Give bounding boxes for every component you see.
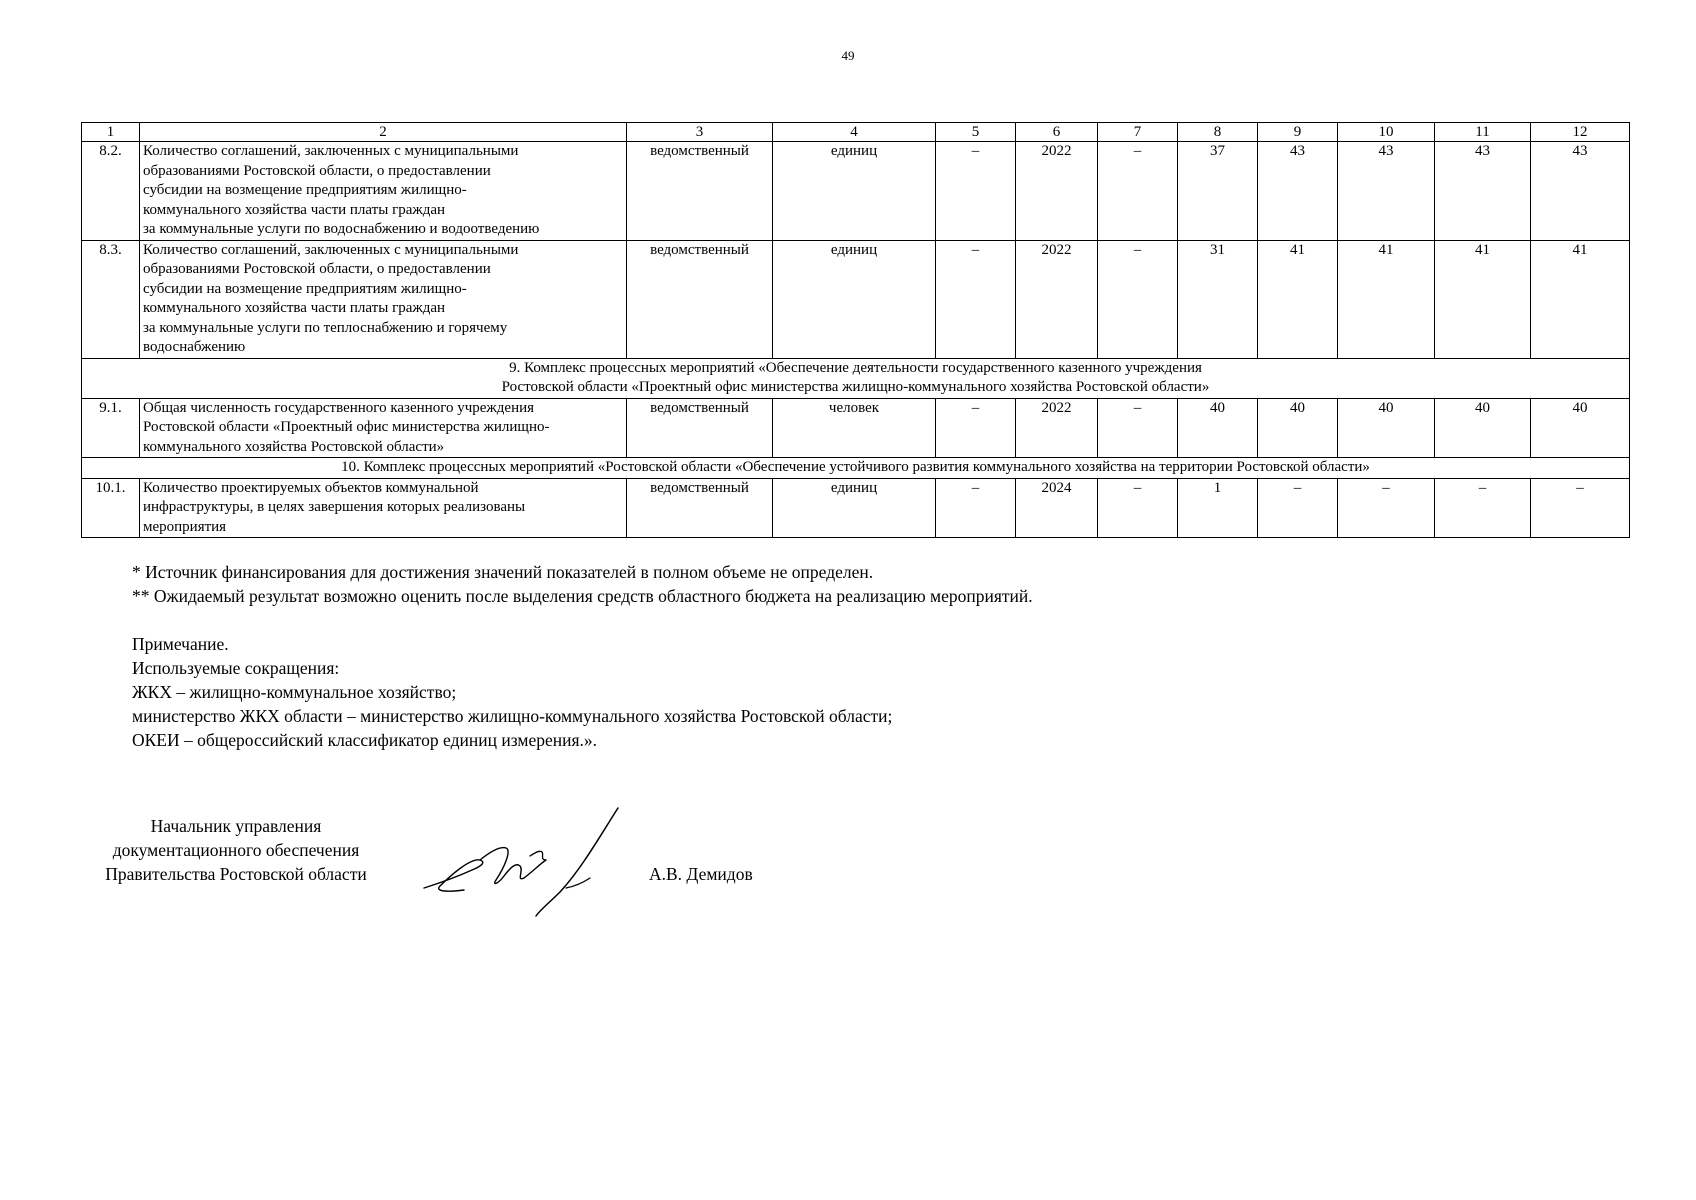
table-header-row xyxy=(82,123,1630,142)
cell-col10: – xyxy=(1338,478,1435,538)
header-cell: 1 xyxy=(82,123,140,142)
cell-col9: 41 xyxy=(1258,240,1338,358)
indicator-name-line: Общая численность государственного казенного учреждения xyxy=(143,399,535,416)
handwritten-signature xyxy=(420,806,630,918)
footnote-1: * Источник финансирования для достижения значений показателей в полном объеме не определен. xyxy=(132,562,874,582)
indicator-name-line: коммунального хозяйства Ростовской области» xyxy=(143,438,445,455)
indicator-name-line: коммунального хозяйства части платы граждан xyxy=(143,300,446,316)
cell-col5: – xyxy=(936,398,1016,458)
header-cell: 5 xyxy=(936,123,1016,142)
cell-col5: – xyxy=(936,240,1016,358)
indicator-name-line: Ростовской области «Проектный офис министерства жилищно- xyxy=(143,419,550,435)
page-number: 49 xyxy=(841,48,855,63)
indicator-name-line: за коммунальные услуги по водоснабжению и водоотведению xyxy=(143,221,540,237)
section-title-line: 9. Комплекс процессных мероприятий «Обеспечение деятельности государственного казенного учреждения xyxy=(509,359,1202,376)
indicator-name-line: за коммунальные услуги по теплоснабжению и горячему xyxy=(143,319,508,336)
cell-col9: – xyxy=(1258,478,1338,538)
indicator-type: ведомственный xyxy=(627,240,773,358)
cell-col12: – xyxy=(1531,478,1630,538)
section-title xyxy=(82,458,1630,479)
base-year: 2022 xyxy=(1016,398,1098,458)
table-row xyxy=(82,398,1630,458)
header-cell: 12 xyxy=(1531,123,1630,142)
cell-col11: 43 xyxy=(1435,142,1531,241)
indicators-table-wrap xyxy=(81,122,1629,538)
section-title xyxy=(82,358,1630,398)
indicator-name-line: образованиями Ростовской области, о предоставлении xyxy=(143,162,491,179)
cell-col10: 40 xyxy=(1338,398,1435,458)
cell-col9: 40 xyxy=(1258,398,1338,458)
footnote-2: ** Ожидаемый результат возможно оценить после выделения средств областного бюджета на реализацию мероприятий. xyxy=(132,586,1033,606)
cell-col7: – xyxy=(1098,478,1178,538)
base-year: 2022 xyxy=(1016,240,1098,358)
cell-col12: 41 xyxy=(1531,240,1630,358)
cell-col5: – xyxy=(936,142,1016,241)
cell-col10: 43 xyxy=(1338,142,1435,241)
signer-position-line: Правительства Ростовской области xyxy=(105,864,367,884)
indicator-type: ведомственный xyxy=(627,398,773,458)
abbreviation-item: министерство ЖКХ области – министерство жилищно-коммунального хозяйства Ростовской области; xyxy=(132,706,893,726)
unit: единиц xyxy=(773,240,936,358)
cell-col11: 41 xyxy=(1435,240,1531,358)
header-cell: 9 xyxy=(1258,123,1338,142)
cell-col7: – xyxy=(1098,398,1178,458)
indicator-type: ведомственный xyxy=(627,142,773,241)
section-title-line: 10. Комплекс процессных мероприятий «Ростовской области «Обеспечение устойчивого развития коммунального хозяйства на территории Ростовской области» xyxy=(341,459,1370,475)
section-row xyxy=(82,358,1630,398)
indicators-table xyxy=(81,122,1630,538)
row-number: 10.1. xyxy=(82,478,140,538)
cell-col12: 43 xyxy=(1531,142,1630,241)
row-number: 8.3. xyxy=(82,240,140,358)
cell-col10: 41 xyxy=(1338,240,1435,358)
unit: единиц xyxy=(773,478,936,538)
abbreviation-item: ЖКХ – жилищно-коммунальное хозяйство; xyxy=(132,682,457,702)
table-row xyxy=(82,478,1630,538)
header-cell: 11 xyxy=(1435,123,1531,142)
indicator-name-line: Количество проектируемых объектов коммунальной xyxy=(143,479,479,496)
indicator-name-line: субсидии на возмещение предприятиям жилищно- xyxy=(143,182,467,198)
indicator-name-line: водоснабжению xyxy=(143,339,246,355)
indicator-name-line: мероприятия xyxy=(143,518,227,535)
unit: единиц xyxy=(773,142,936,241)
cell-col8: 37 xyxy=(1178,142,1258,241)
cell-col8: 1 xyxy=(1178,478,1258,538)
indicator-name-line: образованиями Ростовской области, о предоставлении xyxy=(143,261,491,277)
indicator-name xyxy=(140,398,627,458)
base-year: 2022 xyxy=(1016,142,1098,241)
section-title-line: Ростовской области «Проектный офис министерства жилищно-коммунального хозяйства Ростовской области» xyxy=(501,379,1210,395)
header-cell: 4 xyxy=(773,123,936,142)
header-cell: 8 xyxy=(1178,123,1258,142)
cell-col7: – xyxy=(1098,240,1178,358)
row-number: 9.1. xyxy=(82,398,140,458)
indicator-name-line: инфраструктуры, в целях завершения которых реализованы xyxy=(143,499,526,515)
row-number: 8.2. xyxy=(82,142,140,241)
signer-position-line: документационного обеспечения xyxy=(112,840,360,860)
spacer xyxy=(132,608,1033,632)
signer-name: А.В. Демидов xyxy=(649,864,753,884)
notes-block xyxy=(132,560,1033,752)
cell-col8: 31 xyxy=(1178,240,1258,358)
indicator-name-line: субсидии на возмещение предприятиям жилищно- xyxy=(143,280,467,297)
indicator-name-line: Количество соглашений, заключенных с муниципальными xyxy=(143,241,519,258)
signer-position-line: Начальник управления xyxy=(150,816,322,836)
header-cell: 7 xyxy=(1098,123,1178,142)
indicator-name-line: Количество соглашений, заключенных с муниципальными xyxy=(143,143,519,159)
base-year: 2024 xyxy=(1016,478,1098,538)
table-row xyxy=(82,142,1630,241)
cell-col11: 40 xyxy=(1435,398,1531,458)
unit: человек xyxy=(773,398,936,458)
indicator-type: ведомственный xyxy=(627,478,773,538)
remark-title: Примечание. xyxy=(132,634,229,654)
signer-position xyxy=(81,814,391,886)
cell-col9: 43 xyxy=(1258,142,1338,241)
cell-col12: 40 xyxy=(1531,398,1630,458)
header-cell: 6 xyxy=(1016,123,1098,142)
header-cell: 2 xyxy=(140,123,627,142)
cell-col11: – xyxy=(1435,478,1531,538)
cell-col8: 40 xyxy=(1178,398,1258,458)
header-cell: 10 xyxy=(1338,123,1435,142)
indicator-name xyxy=(140,142,627,241)
indicator-name xyxy=(140,240,627,358)
cell-col7: – xyxy=(1098,142,1178,241)
header-cell: 3 xyxy=(627,123,773,142)
abbreviations-title: Используемые сокращения: xyxy=(132,658,340,678)
abbreviation-item: ОКЕИ – общероссийский классификатор единиц измерения.». xyxy=(132,730,598,750)
indicator-name xyxy=(140,478,627,538)
section-row xyxy=(82,458,1630,479)
indicator-name-line: коммунального хозяйства части платы граждан xyxy=(143,201,446,218)
table-row xyxy=(82,240,1630,358)
cell-col5: – xyxy=(936,478,1016,538)
